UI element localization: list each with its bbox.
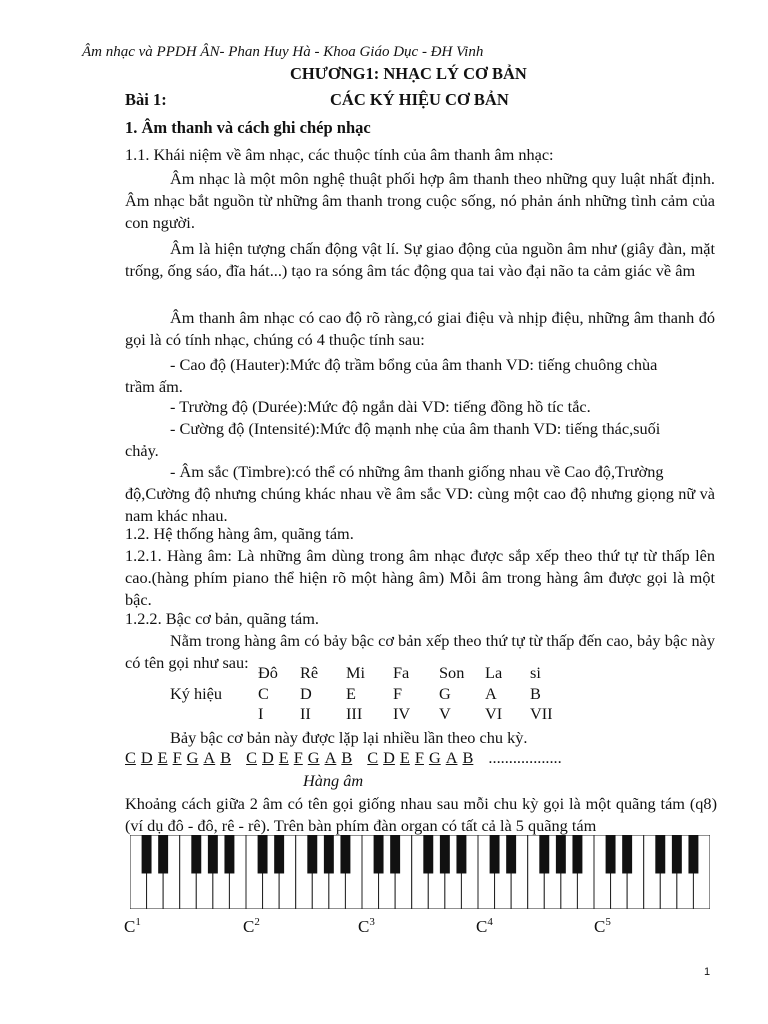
paragraph-seven-degrees: Nằm trong hàng âm có bảy bậc cơ bản xếp theo thứ tự từ thấp đến cao, bảy bậc này có tên gọi như sau: [125,631,715,672]
note-name-re: Rê [300,663,319,682]
property-timbre-line: - Âm sắc (Timbre):có thể có những âm thanh giống nhau về Cao độ,Trường [170,462,664,481]
note-letter-a: A [485,683,497,703]
numeral-3: III [346,704,363,723]
note-letter-d: D [300,683,312,703]
black-key [606,835,616,873]
scale-group-1: C D E F G A B [125,748,232,767]
note-name-fa: Fa [393,663,410,682]
property-timbre [125,461,715,527]
black-key [556,835,566,873]
note-name-do: Đô [258,663,278,682]
subsection-1-1: 1.1. Khái niệm về âm nhạc, các thuộc tính của âm thanh âm nhạc: [125,145,554,164]
black-key [506,835,516,873]
black-key [324,835,334,873]
numeral-4: IV [393,704,411,723]
note-letter-b: B [530,683,541,703]
note-names-row [170,663,570,684]
note-numerals-row [170,704,570,725]
octave-label-c1: $C^1$ [124,916,141,936]
paragraph-scale-definition: 1.2.1. Hàng âm: Là những âm dùng trong âm nhạc được sắp xếp theo thứ tự từ thấp lên cao.(hàng phím piano thể hiện rõ một hàng âm) Mỗi âm trong hàng âm được gọi là một bậc. [125,546,715,609]
note-letter-f: F [393,683,403,703]
black-key [655,835,665,873]
note-letter-c: C [258,683,269,703]
black-key [274,835,284,873]
black-key [672,835,682,873]
lesson-title: CÁC KÝ HIỆU CƠ BẢN [330,90,509,109]
subsection-1-2-2: 1.2.2. Bậc cơ bản, quãng tám. [125,609,319,628]
octave-label-c4: $C^4$ [476,916,493,936]
scale-caption: Hàng âm [303,771,364,790]
property-pitch-line: - Cao độ (Hauter):Mức độ trầm bổng của âm thanh VD: tiếng chuông chùa [170,355,658,374]
black-key [158,835,168,873]
note-name-mi: Mi [346,663,366,682]
octave-label-c2: $C^2$ [243,916,260,936]
symbol-label: Ký hiệu [170,683,222,703]
property-duration-line: - Trường độ (Durée):Mức độ ngắn dài VD: tiếng đồng hồ tíc tắc. [170,397,591,416]
black-key [456,835,466,873]
note-name-la: La [485,663,503,682]
property-intensity-line: - Cường độ (Intensité):Mức độ mạnh nhẹ của âm thanh VD: tiếng thác,suối [170,419,661,438]
note-letters-row [170,684,570,705]
scale-group-2: C D E F G A B [246,748,353,767]
black-key [307,835,317,873]
black-key [423,835,433,873]
note-letter-e: E [346,683,356,703]
scale-trail: .................. [488,748,562,767]
black-key [390,835,400,873]
black-key [142,835,152,873]
property-duration [125,396,715,418]
numeral-5: V [439,704,451,723]
numeral-7: VII [530,704,553,723]
black-key [340,835,350,873]
black-key [258,835,268,873]
black-key [688,835,698,873]
numeral-2: II [300,704,311,723]
scale-group-3: C D E F G A B [367,748,474,767]
property-pitch-rest: trầm ấm. [125,377,183,396]
section-title: 1. Âm thanh và cách ghi chép nhạc [125,118,371,137]
octave-label-c3: $C^3$ [358,916,375,936]
black-key [622,835,632,873]
paragraph-sound-physics: Âm là hiện tượng chấn động vật lí. Sự giao động của nguồn âm như (giây đàn, mặt trống, ống sáo, đĩa hát...) tạo ra sóng âm tác động qua tai vào đại não ta cảm giác về âm [125,239,715,280]
property-intensity [125,418,715,462]
repeat-sentence: Bảy bậc cơ bản này được lặp lại nhiều lần theo chu kỳ. [170,728,528,747]
black-key [539,835,549,873]
black-key [374,835,384,873]
numeral-6: VI [485,704,503,723]
black-key [440,835,450,873]
page-header: Âm nhạc và PPDH ÂN- Phan Huy Hà - Khoa Giáo Dục - ĐH Vinh [82,44,484,60]
black-key [224,835,234,873]
black-key [572,835,582,873]
property-timbre-rest: độ,Cường độ nhưng chúng khác nhau về âm sắc VD: cùng một cao độ nhưng giọng nữ và nam khác nhau. [125,484,715,525]
black-key [191,835,201,873]
note-letter-g: G [439,683,451,703]
lesson-number: Bài 1: [125,90,167,109]
page-number: 1 [704,966,711,978]
paragraph-sound-properties: Âm thanh âm nhạc có cao độ rõ ràng,có giai điệu và nhịp điệu, những âm thanh đó gọi là có tính nhạc, chúng có 4 thuộc tính sau: [125,308,715,349]
note-name-son: Son [439,663,465,682]
black-key [208,835,218,873]
piano-keyboard [130,835,710,909]
chapter-title: CHƯƠNG1: NHẠC LÝ CƠ BẢN [290,64,527,83]
property-pitch [125,354,715,398]
paragraph-music-definition: Âm nhạc là một môn nghệ thuật phối hợp âm thanh theo những quy luật nhất định. Âm nhạc bắt nguồn từ những âm thanh trong cuộc sống, nó phản ánh những tình cảm của con người. [125,169,715,232]
property-intensity-rest: chảy. [125,441,159,460]
paragraph-octave: Khoảng cách giữa 2 âm có tên gọi giống nhau sau mỗi chu kỳ gọi là một quãng tám (q8) (ví dụ đô - đô, rê - rê). Trên bàn phím đàn organ có tất cả là 5 quãng tám [125,794,717,835]
scale-sequence [125,748,562,768]
black-key [490,835,500,873]
subsection-1-2: 1.2. Hệ thống hàng âm, quãng tám. [125,524,354,543]
octave-label-c5: $C^5$ [594,916,611,936]
note-names-table [170,663,570,725]
numeral-1: I [258,704,264,723]
note-name-si: si [530,663,541,682]
